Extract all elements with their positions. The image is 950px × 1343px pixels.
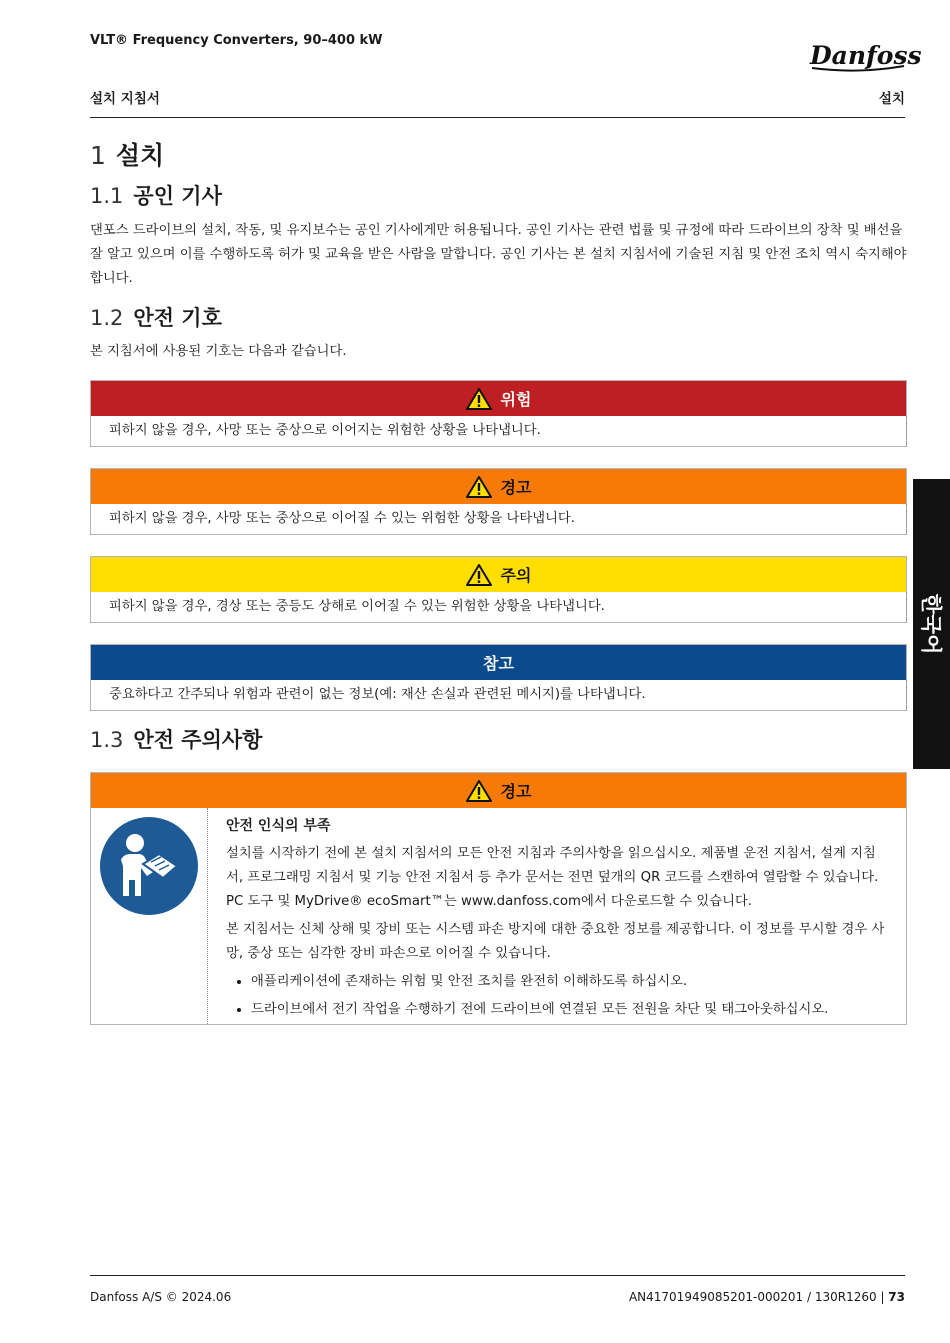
header-section: 설치 <box>878 91 905 107</box>
language-tab <box>913 479 950 769</box>
document-title: VLT® Frequency Converters, 90–400 kW <box>90 33 383 48</box>
symbols-intro-paragraph: 본 지침서에 사용된 기호는 다음과 같습니다. <box>90 344 347 359</box>
warning-text: 피하지 않을 경우, 사망 또는 중상으로 이어질 수 있는 위험한 상황을 나타냅니다. <box>91 504 907 534</box>
warning-content <box>91 808 906 1024</box>
list-item: • 애플리케이션에 존재하는 위험 및 안전 조치를 완전히 이해하도록 하십시오. <box>251 970 888 994</box>
section-title: 안전 주의사항 <box>133 728 263 752</box>
qualified-personnel-paragraph: 댄포스 드라이브의 설치, 작동, 및 유지보수는 공인 기사에게만 허용됩니다. 공인 기사는 관련 법률 및 규정에 따라 드라이브의 장착 및 배선을 잘 알고 있으며 이를 수행하도록 허가 및 교육을 받은 사람을 말합니다. 공인 기사는 본 설치 지침서에 기술된 지침 및 안전 조치 역시 숙지해야 합니다. <box>90 223 907 286</box>
section-1-heading <box>90 136 164 172</box>
section-title: 공인 기사 <box>133 184 222 208</box>
warning-symbol-box <box>90 468 907 535</box>
warning-bullet-list <box>226 970 888 1022</box>
caution-text: 피하지 않을 경우, 경상 또는 중등도 상해로 이어질 수 있는 위험한 상황을 나타냅니다. <box>91 592 907 622</box>
warning-bar <box>91 773 906 808</box>
section-title: 설치 <box>115 141 165 170</box>
caution-label: 주의 <box>500 566 532 585</box>
section-1-3-heading <box>90 724 262 754</box>
caution-symbol-box <box>90 556 907 623</box>
danger-label: 위험 <box>500 390 532 409</box>
warning-triangle-icon <box>466 780 492 802</box>
notice-text: 중요하다고 간주되나 위험과 관련이 없는 정보(예: 재산 손실과 관련된 메시지)를 나타냅니다. <box>91 680 907 710</box>
notice-symbol-box <box>90 644 907 711</box>
svg-text:Danfoss: Danfoss <box>810 41 922 70</box>
section-number: 1.1 <box>90 184 124 208</box>
notice-label: 참고 <box>483 654 514 673</box>
danger-symbol-box <box>90 380 907 447</box>
footer-copyright: Danfoss A/S © 2024.06 <box>90 1290 232 1304</box>
warning-text-column <box>208 808 906 1024</box>
language-tab-label: 한국어 <box>918 593 943 655</box>
warning-paragraph-2: 본 지침서는 신체 상해 및 장비 또는 시스템 파손 방지에 대한 중요한 정보를 제공합니다. 이 정보를 무시할 경우 사망, 중상 또는 심각한 장비 파손으로 이어질 수 있습니다. <box>226 922 885 961</box>
warning-paragraph-1: 설치를 시작하기 전에 본 설치 지침서의 모든 안전 지침과 주의사항을 읽으십시오. 제품별 운전 지침서, 설계 지침서, 프로그래밍 지침서 및 기능 안전 지침서 등 추가 문서는 전면 덮개의 QR 코드를 스캔하여 열람할 수 있습니다. PC 도구 및 MyDrive® ecoSmart™는 www.danfoss.com에서 다운로드할 수 있습니다. <box>226 846 879 909</box>
section-number: 1.3 <box>90 728 124 752</box>
read-manual-icon <box>99 816 199 916</box>
warning-label: 경고 <box>500 478 532 497</box>
warning-triangle-icon <box>466 388 492 410</box>
danger-text: 피하지 않을 경우, 사망 또는 중상으로 이어지는 위험한 상황을 나타냅니다. <box>91 416 907 446</box>
section-number: 1.2 <box>90 306 124 330</box>
caution-bar <box>91 557 906 592</box>
header-divider <box>90 117 905 118</box>
page-number: 73 <box>888 1290 905 1304</box>
section-1-2-heading <box>90 302 222 332</box>
notice-bar <box>91 645 906 680</box>
icon-cell <box>91 808 208 1024</box>
warning-triangle-icon <box>466 564 492 586</box>
safety-warning-box <box>90 772 907 1025</box>
list-item: • 드라이브에서 전기 작업을 수행하기 전에 드라이브에 연결된 모든 전원을 차단 및 태그아웃하십시오. <box>251 998 888 1022</box>
warning-triangle-icon <box>466 476 492 498</box>
footer-doc-id: AN41701949085201-000201 / 130R1260 | 73 <box>628 1290 905 1304</box>
footer-divider <box>90 1275 905 1276</box>
document-number: AN41701949085201-000201 / 130R1260 <box>628 1290 877 1304</box>
section-1-1-heading <box>90 180 222 210</box>
section-number: 1 <box>90 141 106 170</box>
warning-bar <box>91 469 906 504</box>
danger-bar <box>91 381 906 416</box>
danfoss-logo <box>808 36 922 76</box>
section-title: 안전 기호 <box>133 306 222 330</box>
warning-label: 경고 <box>500 782 532 801</box>
header-doc-type: 설치 지침서 <box>90 91 160 107</box>
warning-subtitle: 안전 인식의 부족 <box>226 818 331 834</box>
